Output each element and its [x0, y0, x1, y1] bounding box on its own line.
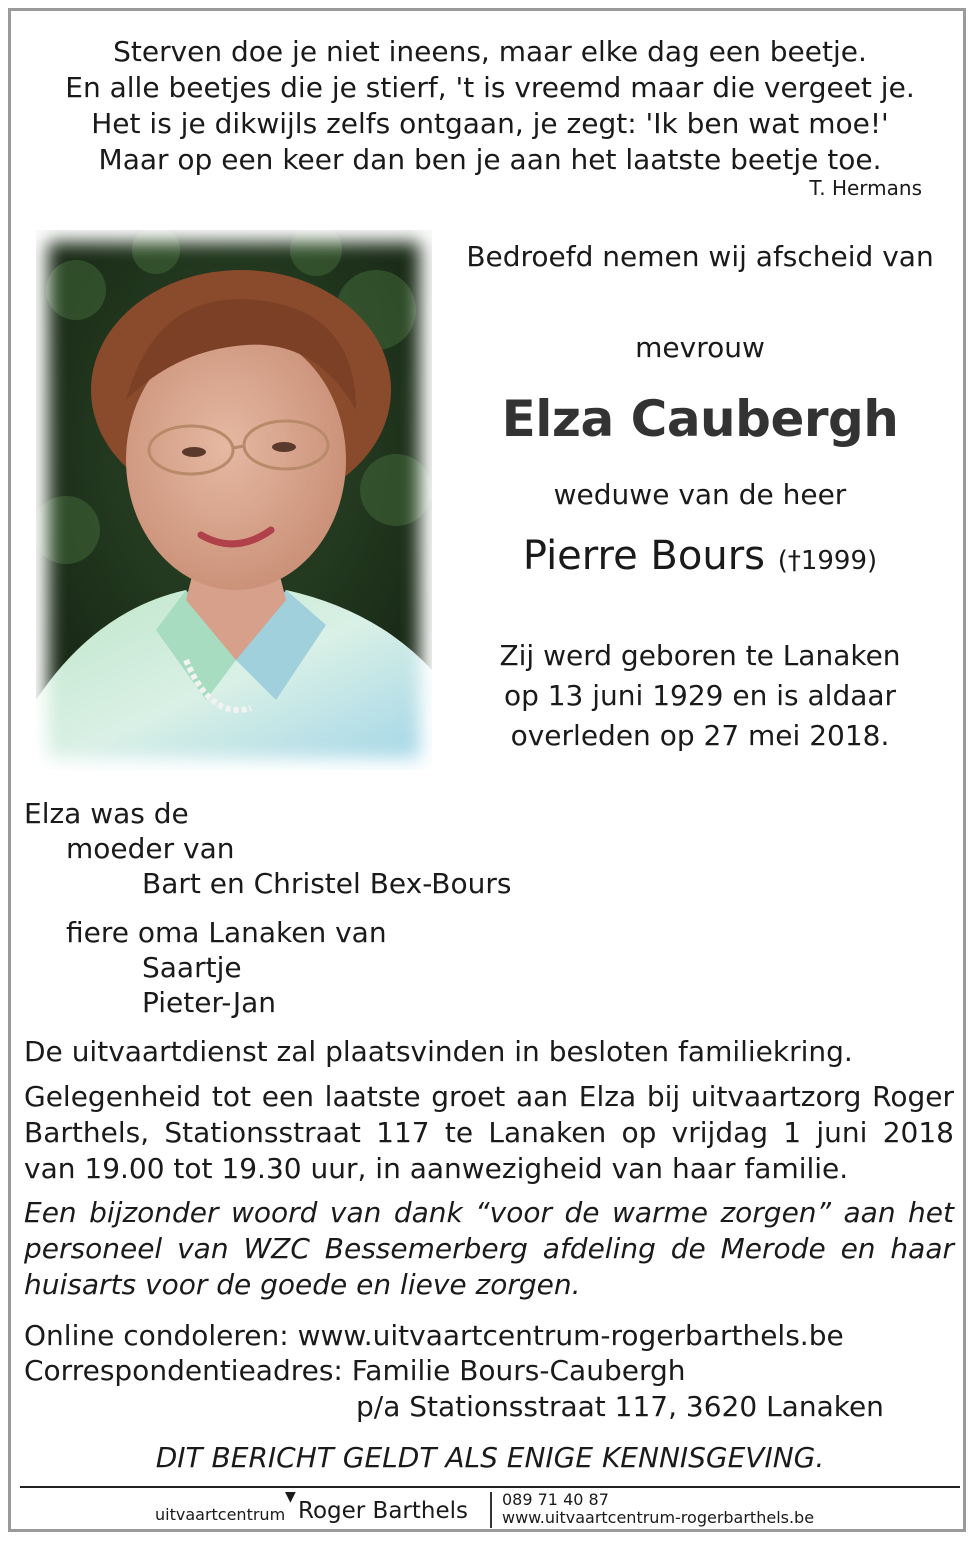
mother-label: moeder van	[66, 832, 235, 865]
intro-line: Bedroefd nemen wij afscheid van	[466, 240, 934, 273]
birth-line: Zij werd geboren te Lanaken	[499, 639, 901, 672]
title-line: mevrouw	[635, 331, 765, 364]
address-line: p/a Stationsstraat 117, 3620 Lanaken	[356, 1390, 884, 1423]
poem-line: En alle beetjes die je stierf, 't is vreemd maar die vergeet je.	[65, 71, 915, 104]
footer-phone: 089 71 40 87	[502, 1490, 609, 1509]
footer-website: www.uitvaartcentrum-rogerbarthels.be	[502, 1508, 815, 1527]
spouse-line	[440, 533, 960, 579]
poem	[40, 34, 940, 178]
triangle-icon: ▼	[285, 1489, 296, 1505]
poem-line: Het is je dikwijls zelfs ontgaan, je zegt: 'Ik ben wat moe!'	[91, 107, 889, 140]
visit-info: Gelegenheid tot een laatste groet aan Elza bij uitvaartzorg Roger Barthels, Stationsstraat 117 te Lanaken op vrijdag 1 juni 2018 van 19.00 tot 19.30 uur, in aanwezigheid van haar familie.	[24, 1080, 954, 1185]
birth-line: overleden op 27 mei 2018.	[510, 719, 890, 752]
service-info: De uitvaartdienst zal plaatsvinden in besloten familiekring.	[24, 1035, 853, 1068]
birth-line: op 13 juni 1929 en is aldaar	[503, 679, 897, 712]
spouse-name: Pierre Bours	[522, 533, 765, 579]
deceased-name: Elza Caubergh	[501, 390, 899, 448]
notice-text: DIT BERICHT GELDT ALS ENIGE KENNISGEVING.	[155, 1441, 825, 1474]
portrait-photo	[36, 230, 432, 770]
birth-death-info	[440, 636, 960, 756]
grandchild-name: Saartje	[142, 951, 242, 984]
online-condolence: Online condoleren: www.uitvaartcentrum-rogerbarthels.be	[24, 1319, 844, 1352]
footer-separator	[490, 1492, 492, 1528]
thanks-text: Een bijzonder woord van dank “voor de warme zorgen” aan het personeel van WZC Bessemerberg afdeling de Merode en haar huisarts voor de goede en lieve zorgen.	[24, 1196, 954, 1301]
poem-line: Maar op een keer dan ben je aan het laatste beetje toe.	[98, 143, 882, 176]
family-intro: Elza was de	[24, 797, 189, 830]
correspondence-address: Correspondentieadres: Familie Bours-Caubergh	[24, 1354, 686, 1387]
poem-author: T. Hermans	[809, 176, 922, 200]
poem-line: Sterven doe je niet ineens, maar elke dag een beetje.	[113, 35, 867, 68]
spouse-year: (†1999)	[777, 546, 878, 576]
children-names: Bart en Christel Bex-Bours	[142, 867, 512, 900]
footer-divider	[20, 1486, 960, 1488]
footer-prefix: uitvaartcentrum	[155, 1505, 286, 1524]
grandchild-name: Pieter-Jan	[142, 986, 277, 1019]
grandma-label: fiere oma Lanaken van	[66, 916, 387, 949]
relation-line: weduwe van de heer	[553, 478, 847, 511]
footer-company: Roger Barthels	[298, 1498, 468, 1524]
